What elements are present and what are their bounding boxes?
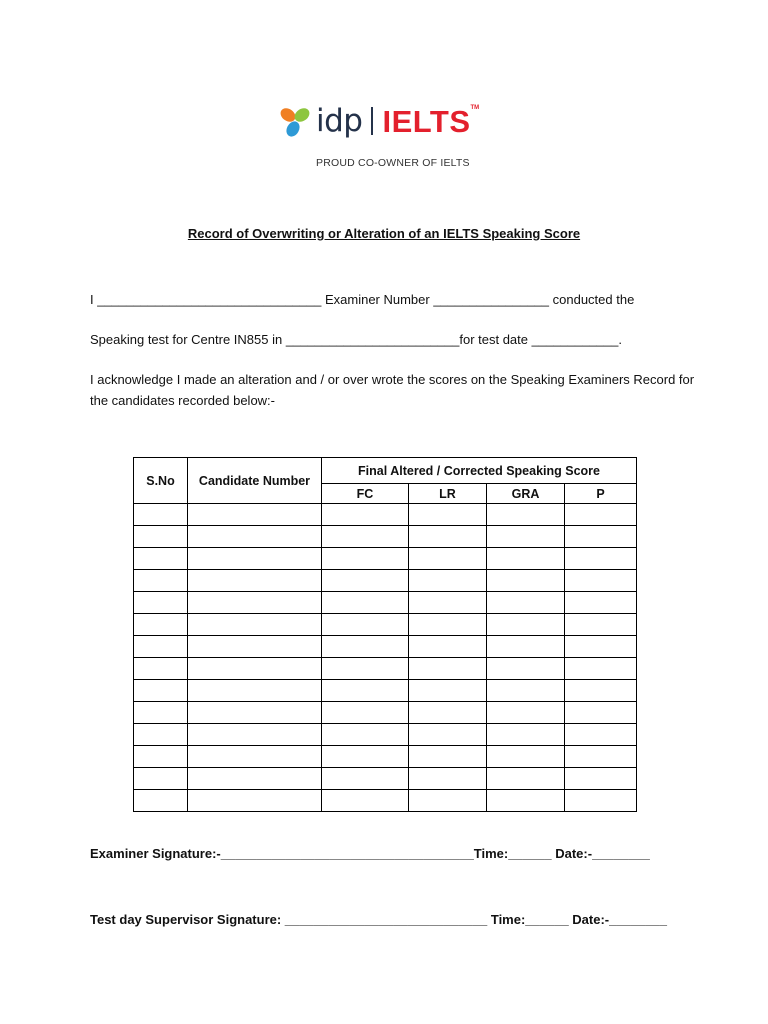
header-final-score: Final Altered / Corrected Speaking Score xyxy=(322,458,637,484)
lr-cell xyxy=(409,658,487,680)
p-cell xyxy=(565,724,637,746)
table-row xyxy=(134,768,637,790)
table-body xyxy=(134,504,637,812)
acknowledgement-line-1: I acknowledge I made an alteration and / or over wrote the scores on the Speaking Examiners Record for xyxy=(90,372,695,387)
candidate-number-cell xyxy=(188,548,322,570)
lr-cell xyxy=(409,548,487,570)
fc-cell xyxy=(322,592,409,614)
lr-cell xyxy=(409,724,487,746)
acknowledgement-line-2: the candidates recorded below:- xyxy=(90,393,276,408)
fc-cell xyxy=(322,724,409,746)
p-cell xyxy=(565,658,637,680)
idp-ielts-logo xyxy=(278,95,493,175)
gra-cell xyxy=(487,724,565,746)
table-row xyxy=(134,570,637,592)
p-cell xyxy=(565,636,637,658)
sno-cell xyxy=(134,658,188,680)
gra-cell xyxy=(487,526,565,548)
ielts-wordmark: IELTS xyxy=(382,103,471,139)
candidate-number-cell xyxy=(188,746,322,768)
candidate-number-cell xyxy=(188,526,322,548)
candidate-number-cell xyxy=(188,680,322,702)
logo-row xyxy=(278,101,479,141)
sno-cell xyxy=(134,570,188,592)
sno-cell xyxy=(134,592,188,614)
sno-cell xyxy=(134,504,188,526)
sno-cell xyxy=(134,526,188,548)
header-sno: S.No xyxy=(134,458,188,504)
header-gra: GRA xyxy=(487,484,565,504)
gra-cell xyxy=(487,790,565,812)
examiner-signature-line: Examiner Signature:-___________________________________Time:______ Date:-________ xyxy=(90,846,650,861)
gra-cell xyxy=(487,702,565,724)
table-row xyxy=(134,636,637,658)
fc-cell xyxy=(322,526,409,548)
fc-cell xyxy=(322,790,409,812)
lr-cell xyxy=(409,570,487,592)
fc-cell xyxy=(322,570,409,592)
sno-cell xyxy=(134,790,188,812)
fc-cell xyxy=(322,504,409,526)
p-cell xyxy=(565,702,637,724)
fc-cell xyxy=(322,614,409,636)
logo-tagline: PROUD CO-OWNER OF IELTS xyxy=(316,157,470,169)
table-row xyxy=(134,504,637,526)
examiner-statement-line-2: Speaking test for Centre IN855 in ________________________for test date ____________. xyxy=(90,332,622,347)
table-row xyxy=(134,526,637,548)
lr-cell xyxy=(409,702,487,724)
lr-cell xyxy=(409,636,487,658)
p-cell xyxy=(565,570,637,592)
lr-cell xyxy=(409,614,487,636)
gra-cell xyxy=(487,680,565,702)
sno-cell xyxy=(134,680,188,702)
lr-cell xyxy=(409,526,487,548)
candidate-number-cell xyxy=(188,702,322,724)
lr-cell xyxy=(409,680,487,702)
idp-wordmark: idp xyxy=(316,102,363,139)
p-cell xyxy=(565,548,637,570)
lr-cell xyxy=(409,592,487,614)
table-row xyxy=(134,790,637,812)
candidate-number-cell xyxy=(188,658,322,680)
fc-cell xyxy=(322,702,409,724)
logo-divider xyxy=(371,107,373,135)
header-fc: FC xyxy=(322,484,409,504)
table-row xyxy=(134,592,637,614)
fc-cell xyxy=(322,658,409,680)
sno-cell xyxy=(134,746,188,768)
gra-cell xyxy=(487,592,565,614)
trademark-mark: TM xyxy=(470,105,480,111)
sno-cell xyxy=(134,614,188,636)
gra-cell xyxy=(487,614,565,636)
candidate-number-cell xyxy=(188,790,322,812)
p-cell xyxy=(565,790,637,812)
gra-cell xyxy=(487,570,565,592)
sno-cell xyxy=(134,548,188,570)
examiner-statement-line-1: I _______________________________ Examiner Number ________________ conducted the xyxy=(90,292,635,307)
sno-cell xyxy=(134,636,188,658)
fc-cell xyxy=(322,768,409,790)
p-cell xyxy=(565,746,637,768)
table-row xyxy=(134,658,637,680)
candidate-number-cell xyxy=(188,768,322,790)
header-candidate-number: Candidate Number xyxy=(188,458,322,504)
sno-cell xyxy=(134,724,188,746)
lr-cell xyxy=(409,790,487,812)
candidate-number-cell xyxy=(188,614,322,636)
sno-cell xyxy=(134,768,188,790)
table-row xyxy=(134,614,637,636)
p-cell xyxy=(565,526,637,548)
gra-cell xyxy=(487,768,565,790)
p-cell xyxy=(565,592,637,614)
lr-cell xyxy=(409,504,487,526)
header-lr: LR xyxy=(409,484,487,504)
fc-cell xyxy=(322,680,409,702)
lr-cell xyxy=(409,768,487,790)
gra-cell xyxy=(487,504,565,526)
table-row xyxy=(134,746,637,768)
candidate-number-cell xyxy=(188,592,322,614)
score-alteration-table xyxy=(133,457,637,812)
gra-cell xyxy=(487,636,565,658)
candidate-number-cell xyxy=(188,724,322,746)
p-cell xyxy=(565,680,637,702)
fc-cell xyxy=(322,746,409,768)
table-row xyxy=(134,548,637,570)
sno-cell xyxy=(134,702,188,724)
idp-petal-icon xyxy=(278,104,312,138)
fc-cell xyxy=(322,548,409,570)
table-row xyxy=(134,680,637,702)
lr-cell xyxy=(409,746,487,768)
header-p: P xyxy=(565,484,637,504)
candidate-number-cell xyxy=(188,636,322,658)
gra-cell xyxy=(487,746,565,768)
table-row xyxy=(134,702,637,724)
table-row xyxy=(134,724,637,746)
gra-cell xyxy=(487,548,565,570)
gra-cell xyxy=(487,658,565,680)
p-cell xyxy=(565,768,637,790)
supervisor-signature-line: Test day Supervisor Signature: ____________________________ Time:______ Date:-________ xyxy=(90,912,667,927)
p-cell xyxy=(565,614,637,636)
candidate-number-cell xyxy=(188,570,322,592)
document-title: Record of Overwriting or Alteration of an IELTS Speaking Score xyxy=(187,226,581,241)
p-cell xyxy=(565,504,637,526)
candidate-number-cell xyxy=(188,504,322,526)
fc-cell xyxy=(322,636,409,658)
